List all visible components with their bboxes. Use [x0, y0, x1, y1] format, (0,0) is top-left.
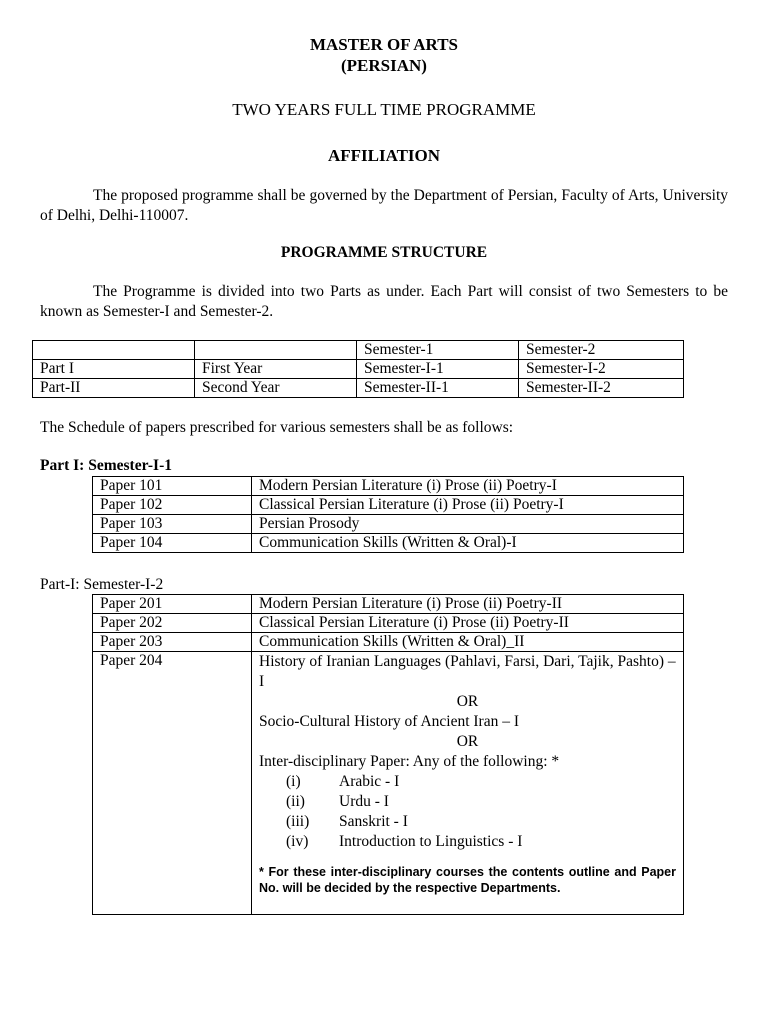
table-row: [93, 652, 684, 915]
paper-title: Communication Skills (Written & Oral)-I: [252, 534, 684, 553]
paper-code: Paper 104: [93, 534, 252, 553]
table-cell: Semester-II-1: [357, 379, 519, 398]
table-row: [93, 614, 684, 633]
table-cell: [33, 341, 195, 360]
schedule-intro: The Schedule of papers prescribed for various semesters shall be as follows:: [40, 419, 514, 436]
affiliation-paragraph: The proposed programme shall be governed by the Department of Persian, Faculty of Arts, University of Delhi, Delhi-110007.: [40, 187, 728, 224]
table-cell: Semester-I-1: [357, 360, 519, 379]
list-item-number: (i): [286, 773, 301, 790]
list-item: [286, 772, 676, 792]
table-row: [93, 534, 684, 553]
paper-code: Paper 204: [93, 652, 252, 915]
table-cell: [195, 341, 357, 360]
table-row: [93, 633, 684, 652]
list-item: [286, 812, 676, 832]
table-cell: Semester-I-2: [519, 360, 684, 379]
paper-title: Classical Persian Literature (i) Prose (ii) Poetry-II: [252, 614, 684, 633]
list-item: [286, 832, 676, 852]
table-row: [33, 341, 684, 360]
list-item-text: Introduction to Linguistics - I: [339, 833, 523, 850]
list-item-number: (iv): [286, 833, 309, 850]
semester-1-label: Part I: Semester-I-1: [40, 457, 172, 474]
paper-title: Persian Prosody: [252, 515, 684, 534]
list-item-text: Sanskrit - I: [339, 813, 408, 830]
title-line-1: MASTER OF ARTS: [309, 35, 459, 54]
table-cell: Part-II: [33, 379, 195, 398]
table-row: [93, 477, 684, 496]
title-line-2: (PERSIAN): [341, 56, 427, 75]
table-cell: First Year: [195, 360, 357, 379]
table-cell: Semester-II-2: [519, 379, 684, 398]
table-cell: Semester-2: [519, 341, 684, 360]
table-cell: Second Year: [195, 379, 357, 398]
semester-2-label: Part-I: Semester-I-2: [40, 576, 164, 593]
option-1: History of Iranian Languages (Pahlavi, Farsi, Dari, Tajik, Pashto) – I: [259, 653, 676, 690]
paper-title: Communication Skills (Written & Oral)_II: [252, 633, 684, 652]
list-item-number: (ii): [286, 793, 305, 810]
interdisciplinary-list: [259, 772, 676, 852]
paper-code: Paper 102: [93, 496, 252, 515]
structure-heading: PROGRAMME STRUCTURE: [280, 244, 488, 261]
paper-title: Classical Persian Literature (i) Prose (ii) Poetry-I: [252, 496, 684, 515]
structure-table: [32, 340, 684, 398]
page-title: [0, 34, 768, 76]
paper-code: Paper 103: [93, 515, 252, 534]
table-cell: Semester-1: [357, 341, 519, 360]
or-separator: OR: [456, 693, 479, 710]
paper-code: Paper 101: [93, 477, 252, 496]
list-item-text: Urdu - I: [339, 793, 389, 810]
or-separator: OR: [456, 733, 479, 750]
list-item-text: Arabic - I: [339, 773, 400, 790]
paper-title: Modern Persian Literature (i) Prose (ii) Poetry-II: [252, 595, 684, 614]
list-item-number: (iii): [286, 813, 310, 830]
table-cell: Part I: [33, 360, 195, 379]
table-row: [93, 496, 684, 515]
table-row: [33, 379, 684, 398]
option-2: Socio-Cultural History of Ancient Iran – I: [259, 713, 520, 730]
semester-1-table: [92, 476, 684, 553]
paper-code: Paper 201: [93, 595, 252, 614]
table-row: [93, 595, 684, 614]
table-row: [93, 515, 684, 534]
semester-2-table: [92, 594, 684, 915]
option-3: Inter-disciplinary Paper: Any of the following: *: [259, 753, 560, 770]
paper-title: Modern Persian Literature (i) Prose (ii) Poetry-I: [252, 477, 684, 496]
footnote: * For these inter-disciplinary courses the contents outline and Paper No. will be decided by the respective Departments.: [259, 865, 676, 895]
structure-paragraph: The Programme is divided into two Parts as under. Each Part will consist of two Semesters to be known as Semester-I and Semester-2.: [40, 283, 728, 320]
programme-title: TWO YEARS FULL TIME PROGRAMME: [232, 100, 536, 119]
paper-204-options: [252, 652, 684, 915]
affiliation-heading: AFFILIATION: [327, 146, 441, 165]
paper-code: Paper 203: [93, 633, 252, 652]
table-row: [33, 360, 684, 379]
list-item: [286, 792, 676, 812]
paper-code: Paper 202: [93, 614, 252, 633]
